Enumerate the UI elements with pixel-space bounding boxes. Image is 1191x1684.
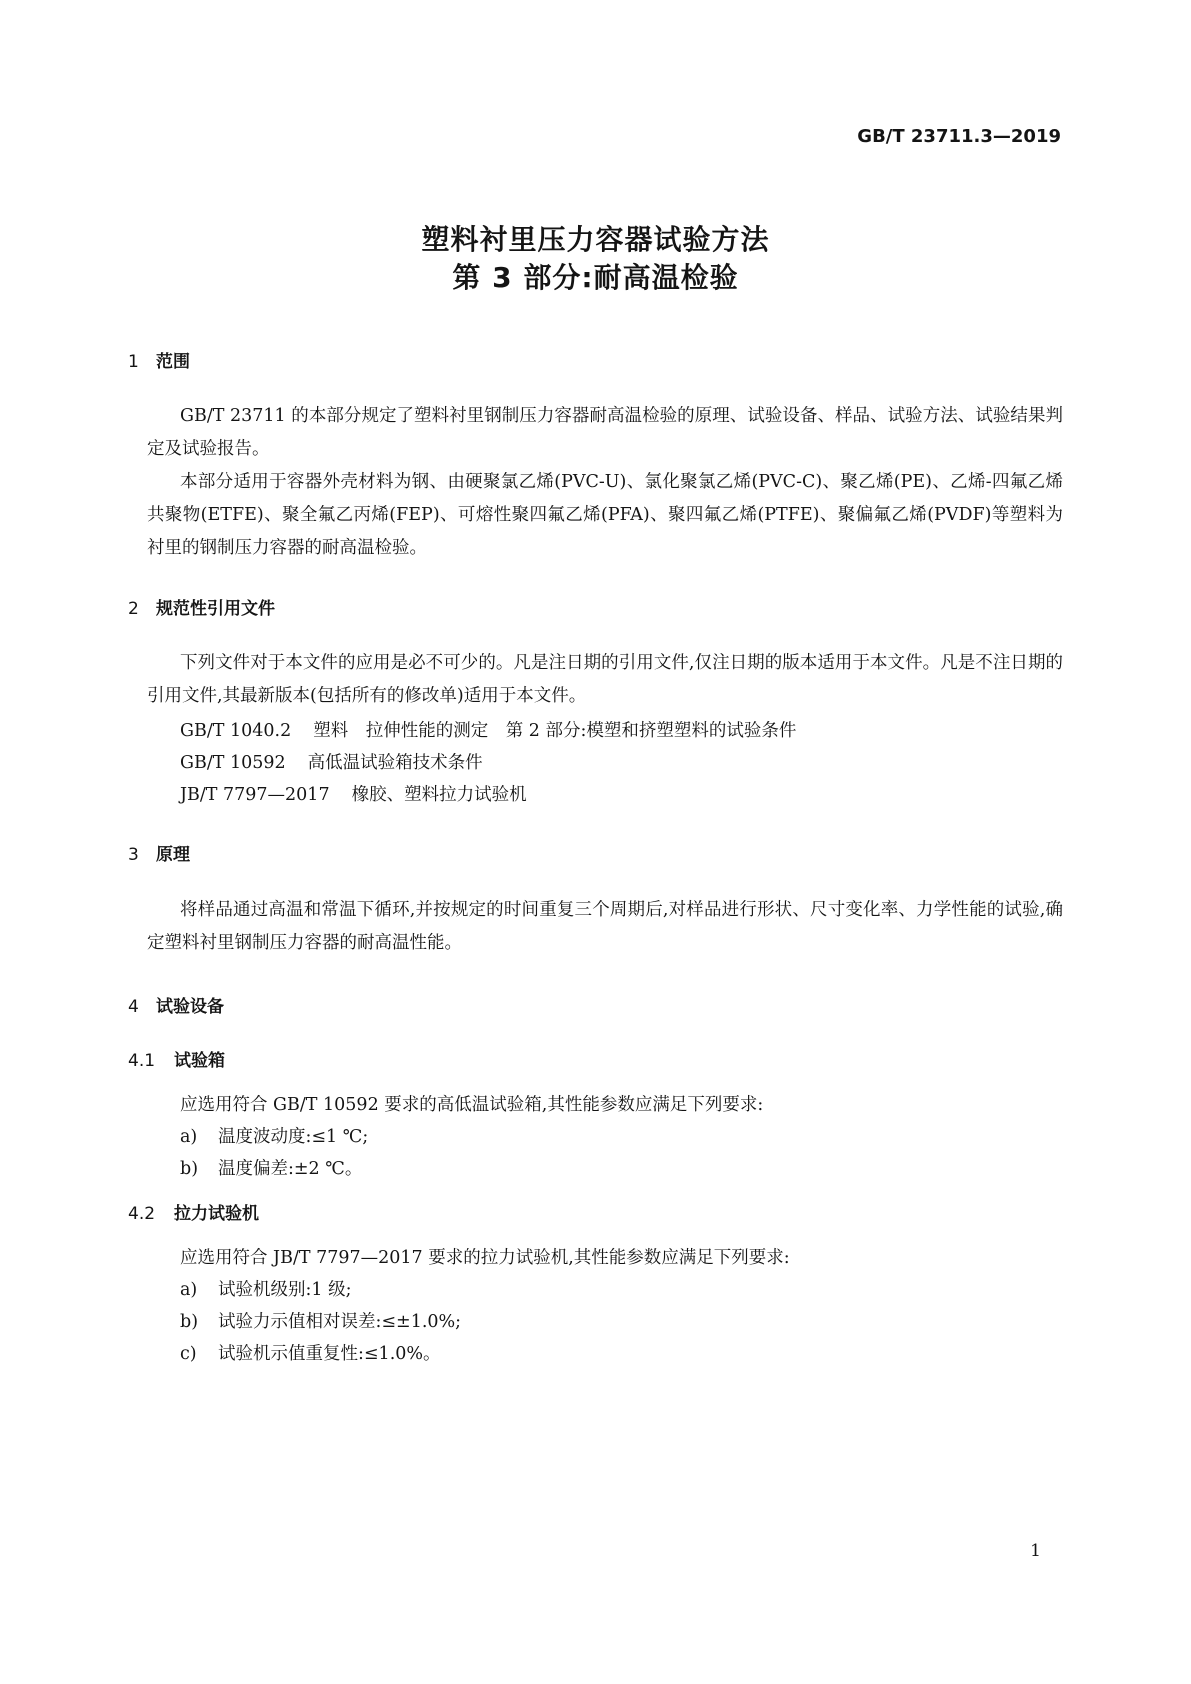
list-item [180,1123,368,1148]
list-text: 温度波动度:≤1 ℃; [218,1127,369,1147]
subsection-4-2-heading [128,1199,259,1224]
normative-reference [180,781,527,806]
list-marker: b) [180,1312,199,1332]
paragraph: 应选用符合 JB/T 7797—2017 要求的拉力试验机,其性能参数应满足下列要求: [180,1248,790,1268]
reference-title: 塑料 拉伸性能的测定 第 2 部分:模塑和挤塑塑料的试验条件 [313,721,797,741]
document-title: 塑料衬里压力容器试验方法 [421,223,770,256]
section-title: 范围 [156,352,190,372]
paragraph: 将样品通过高温和常温下循环,并按规定的时间重复三个周期后,对样品进行形状、尺寸变化率、力学性能的试验,确定塑料衬里钢制压力容器的耐高温性能。 [147,900,1063,953]
page-number: 1 [1030,1541,1041,1561]
document-subtitle: 第 3 部分:耐高温检验 [452,261,739,294]
section-title: 拉力试验机 [174,1204,259,1224]
section-4-heading [128,992,224,1017]
list-marker: c) [180,1344,197,1364]
section-3-heading [128,840,190,865]
list-text: 温度偏差:±2 ℃。 [218,1159,363,1179]
list-marker: a) [180,1280,198,1300]
paragraph: 应选用符合 GB/T 10592 要求的高低温试验箱,其性能参数应满足下列要求: [180,1095,764,1115]
reference-title: 高低温试验箱技术条件 [307,753,483,773]
list-marker: b) [180,1159,199,1179]
section-2-heading [128,594,275,619]
section-number: 4.1 [128,1051,156,1071]
subsection-4-1-heading [128,1046,225,1071]
section-title: 试验箱 [174,1051,225,1071]
normative-reference [180,717,796,742]
list-item [180,1340,441,1365]
reference-code: GB/T 10592 [180,753,286,773]
section-number: 4.2 [128,1204,156,1224]
list-marker: a) [180,1127,198,1147]
reference-code: GB/T 1040.2 [180,721,292,741]
reference-title: 橡胶、塑料拉力试验机 [351,785,527,805]
paragraph: 本部分适用于容器外壳材料为钢、由硬聚氯乙烯(PVC-U)、氯化聚氯乙烯(PVC-C)、聚乙烯(PE)、乙烯-四氟乙烯共聚物(ETFE)、聚全氟乙丙烯(FEP)、可熔性聚四氟乙烯(PFA)、聚四氟乙烯(PTFE)、聚偏氟乙烯(PVDF)等塑料为衬里的钢制压力容器的耐高温检验。 [147,472,1063,558]
list-item [180,1276,352,1301]
section-title: 规范性引用文件 [156,599,275,619]
list-item [180,1155,362,1180]
standard-code: GB/T 23711.3—2019 [857,126,1061,147]
normative-reference [180,749,483,774]
paragraph: GB/T 23711 的本部分规定了塑料衬里钢制压力容器耐高温检验的原理、试验设备、样品、试验方法、试验结果判定及试验报告。 [147,406,1063,459]
section-title: 原理 [156,845,190,865]
paragraph: 下列文件对于本文件的应用是必不可少的。凡是注日期的引用文件,仅注日期的版本适用于本文件。凡是不注日期的引用文件,其最新版本(包括所有的修改单)适用于本文件。 [147,653,1063,706]
section-number: 4 [128,997,139,1017]
section-title: 试验设备 [156,997,224,1017]
section-number: 1 [128,352,139,372]
section-number: 2 [128,599,139,619]
list-text: 试验机级别:1 级; [218,1280,352,1300]
list-item [180,1308,461,1333]
list-text: 试验力示值相对误差:≤±1.0%; [218,1312,462,1332]
list-text: 试验机示值重复性:≤1.0%。 [218,1344,441,1364]
section-number: 3 [128,845,139,865]
reference-code: JB/T 7797—2017 [180,785,330,805]
section-1-heading [128,347,190,372]
